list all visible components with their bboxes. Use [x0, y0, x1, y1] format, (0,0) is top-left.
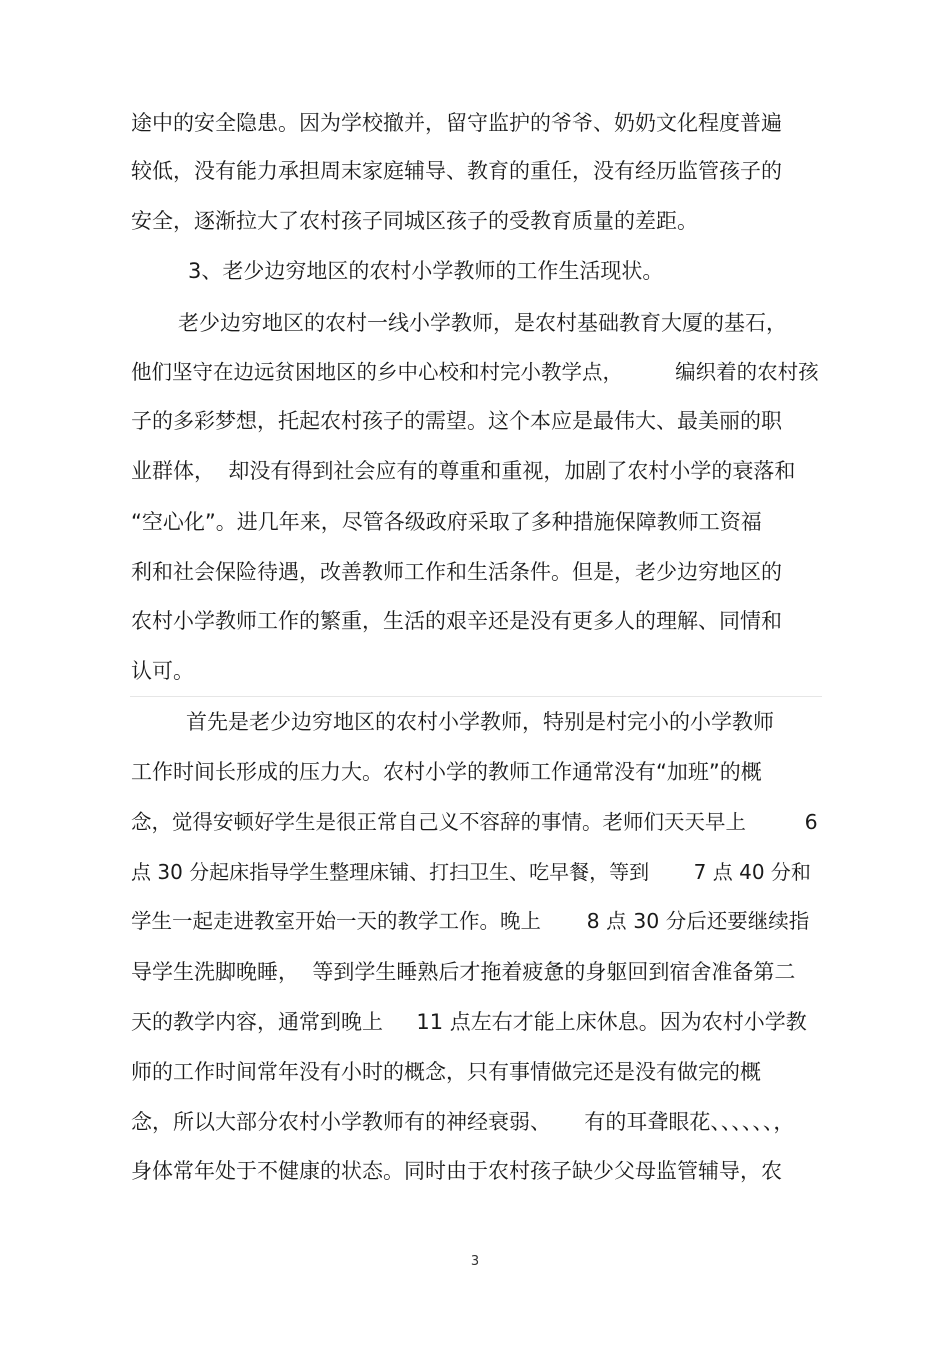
text-line: “空心化”。进几年来，尽管各级政府采取了多种措施保障教师工资福	[131, 510, 762, 534]
text-line: 首先是老少边穷地区的农村小学教师，特别是村完小的小学教师	[186, 710, 774, 734]
text-line: 点 30 分起床指导学生整理床铺、打扫卫生、吃早餐，等到 7 点 40 分和	[131, 860, 811, 884]
text-line: 较低，没有能力承担周末家庭辅导、教育的重任，没有经历监管孩子的	[131, 159, 782, 183]
text-line: 念，觉得安顿好学生是很正常自己义不容辞的事情。老师们天天早上 6	[131, 810, 818, 834]
text-line: 念，所以大部分农村小学教师有的神经衰弱、 有的耳聋眼花、、、、、、，	[131, 1110, 795, 1134]
text-line: 他们坚守在边远贫困地区的乡中心校和村完小教学点， 编织着的农村孩	[131, 360, 819, 384]
text-line: 安全，逐渐拉大了农村孩子同城区孩子的受教育质量的差距。	[131, 209, 698, 233]
text-line: 师的工作时间常年没有小时的概念，只有事情做完还是没有做完的概	[131, 1060, 761, 1084]
text-line: 业群体， 却没有得到社会应有的尊重和重视，加剧了农村小学的衰落和	[131, 459, 796, 483]
text-line: 途中的安全隐患。因为学校撤并，留守监护的爷爷、奶奶文化程度普遍	[131, 111, 782, 135]
page-number: 3	[470, 1254, 480, 1269]
text-line: 身体常年处于不健康的状态。同时由于农村孩子缺少父母监管辅导，农	[131, 1159, 782, 1183]
text-line: 认可。	[131, 659, 194, 683]
text-line: 农村小学教师工作的繁重，生活的艰辛还是没有更多人的理解、同情和	[131, 609, 782, 633]
text-line: 工作时间长形成的压力大。农村小学的教师工作通常没有“加班”的概	[131, 760, 762, 784]
text-line: 导学生洗脚晚睡， 等到学生睡熟后才拖着疲惫的身躯回到宿舍准备第二	[131, 960, 796, 984]
text-line: 学生一起走进教室开始一天的教学工作。晚上 8 点 30 分后还要继续指	[131, 909, 810, 933]
text-line: 利和社会保险待遇，改善教师工作和生活条件。但是，老少边穷地区的	[131, 560, 782, 584]
text-line: 老少边穷地区的农村一线小学教师，是农村基础教育大厦的基石，	[178, 311, 787, 335]
text-line: 天的教学内容，通常到晚上 11 点左右才能上床休息。因为农村小学教	[131, 1010, 807, 1034]
divider	[130, 696, 822, 697]
text-line: 子的多彩梦想，托起农村孩子的需望。这个本应是最伟大、最美丽的职	[131, 409, 782, 433]
section-heading: 3、老少边穷地区的农村小学教师的工作生活现状。	[188, 259, 664, 283]
